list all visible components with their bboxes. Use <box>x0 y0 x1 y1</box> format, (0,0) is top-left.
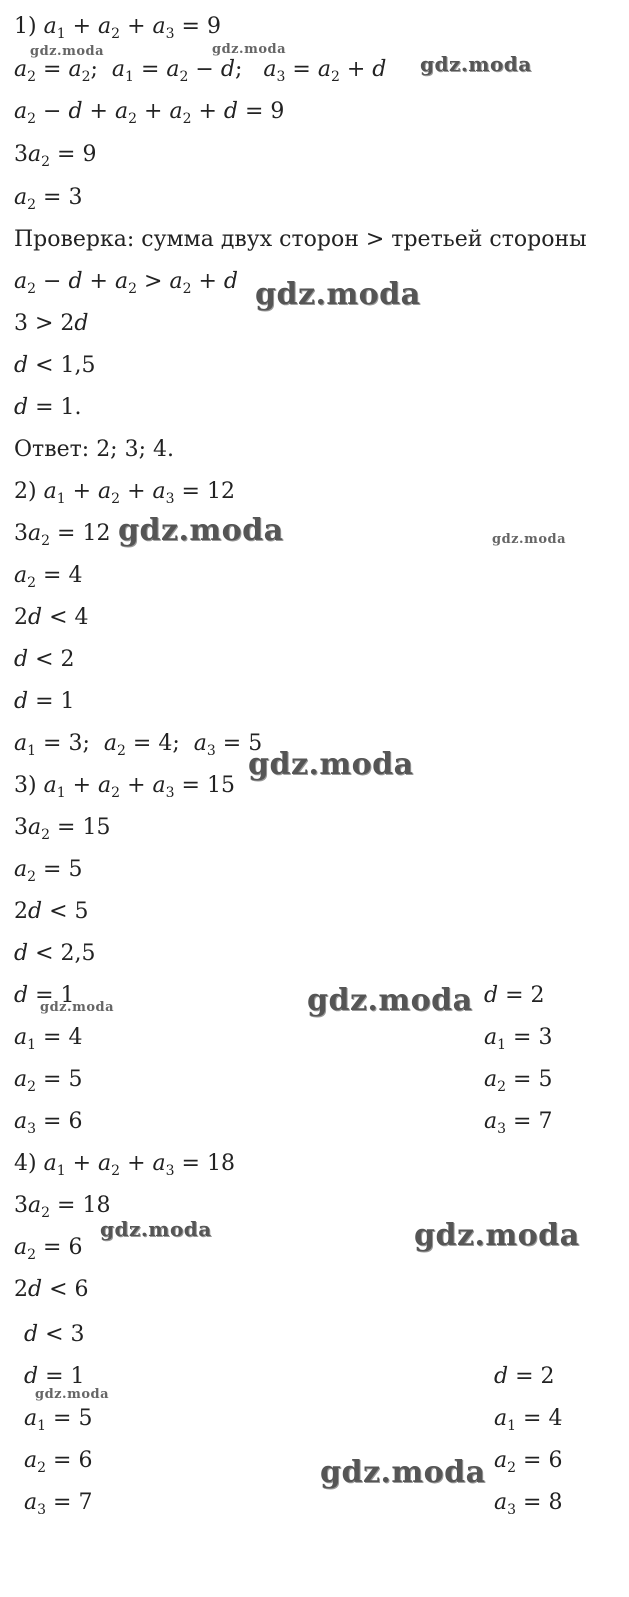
p4-3a2: $3a_2 = 18$ <box>14 1193 111 1221</box>
p4-d2: d = 2 <box>494 1364 555 1389</box>
p4-dlt: d < 3 <box>24 1322 85 1347</box>
p4-a2-right: $a_2 = 6$ <box>494 1448 563 1476</box>
p4-a2: $a_2 = 6$ <box>14 1235 83 1263</box>
watermark: gdz.moda <box>492 532 567 547</box>
p1-substitution: $a_2 = a_2$; $a_1 = a_2 - d$; $a_3 = a_2 + d$ <box>14 57 387 85</box>
p1-d: d = 1. <box>14 395 82 420</box>
p1-a2: $a_2 = 3$ <box>14 185 83 213</box>
watermark: gdz.moda <box>118 513 284 548</box>
p2-3a2: $3a_2 = 12$ <box>14 521 111 549</box>
p2-dlt: d < 2 <box>14 647 75 672</box>
p3-a1-left: $a_1 = 4$ <box>14 1025 83 1053</box>
watermark: gdz.moda <box>30 44 105 59</box>
p2-equation: 2) $a_1 + a_2 + a_3 = 12$ <box>14 479 235 507</box>
p1-dlt: d < 1,5 <box>14 353 96 378</box>
p4-d1: d = 1 <box>24 1364 85 1389</box>
answer-text: Ответ: 2; 3; 4. <box>14 437 174 462</box>
p3-d2: d = 2 <box>484 983 545 1008</box>
p4-a1-left: $a_1 = 5$ <box>24 1406 93 1434</box>
p3-a3-right: $a_3 = 7$ <box>484 1109 553 1137</box>
watermark: gdz.moda <box>40 1000 115 1015</box>
watermark: gdz.moda <box>414 1218 580 1253</box>
p1-inequality: $a_2 - d + a_2 > a_2 + d$ <box>14 269 239 297</box>
p2-2d: 2d < 4 <box>14 605 89 630</box>
p3-equation: 3) $a_1 + a_2 + a_3 = 15$ <box>14 773 235 801</box>
watermark: gdz.moda <box>35 1387 110 1402</box>
watermark: gdz.moda <box>100 1217 212 1241</box>
p3-a2: $a_2 = 5$ <box>14 857 83 885</box>
p3-a3-left: $a_3 = 6$ <box>14 1109 83 1137</box>
watermark: gdz.moda <box>307 983 473 1018</box>
p3-d1: d = 1 <box>14 983 75 1008</box>
watermark: gdz.moda <box>248 747 414 782</box>
watermark: gdz.moda <box>255 277 421 312</box>
p4-a1-right: $a_1 = 4$ <box>494 1406 563 1434</box>
watermark: gdz.moda <box>212 42 287 57</box>
p3-2d: 2d < 5 <box>14 899 89 924</box>
p3-a2-right: $a_2 = 5$ <box>484 1067 553 1095</box>
p3-3a2: $3a_2 = 15$ <box>14 815 111 843</box>
p3-a2-left: $a_2 = 5$ <box>14 1067 83 1095</box>
p4-a3-right: $a_3 = 8$ <box>494 1490 563 1518</box>
p1-equation: 1) $a_1 + a_2 + a_3 = 9$ <box>14 14 221 42</box>
p2-d: d = 1 <box>14 689 75 714</box>
watermark: gdz.moda <box>320 1455 486 1490</box>
p1-3gt2d: 3 > 2d <box>14 311 89 336</box>
watermark: gdz.moda <box>420 52 532 76</box>
p4-a3-left: $a_3 = 7$ <box>24 1490 93 1518</box>
p4-a2-left: $a_2 = 6$ <box>24 1448 93 1476</box>
p3-dlt: d < 2,5 <box>14 941 96 966</box>
p4-2d: 2d < 6 <box>14 1277 89 1302</box>
p3-a1-right: $a_1 = 3$ <box>484 1025 553 1053</box>
p1-3a2: $3a_2 = 9$ <box>14 142 97 170</box>
p4-equation: 4) $a_1 + a_2 + a_3 = 18$ <box>14 1151 235 1179</box>
check-text: Проверка: сумма двух сторон > третьей стороны <box>14 227 587 252</box>
p1-sum: $a_2 - d + a_2 + a_2 + d = 9$ <box>14 99 285 127</box>
p2-a2: $a_2 = 4$ <box>14 563 83 591</box>
p2-values: $a_1 = 3$; $a_2 = 4$; $a_3 = 5$ <box>14 731 263 759</box>
